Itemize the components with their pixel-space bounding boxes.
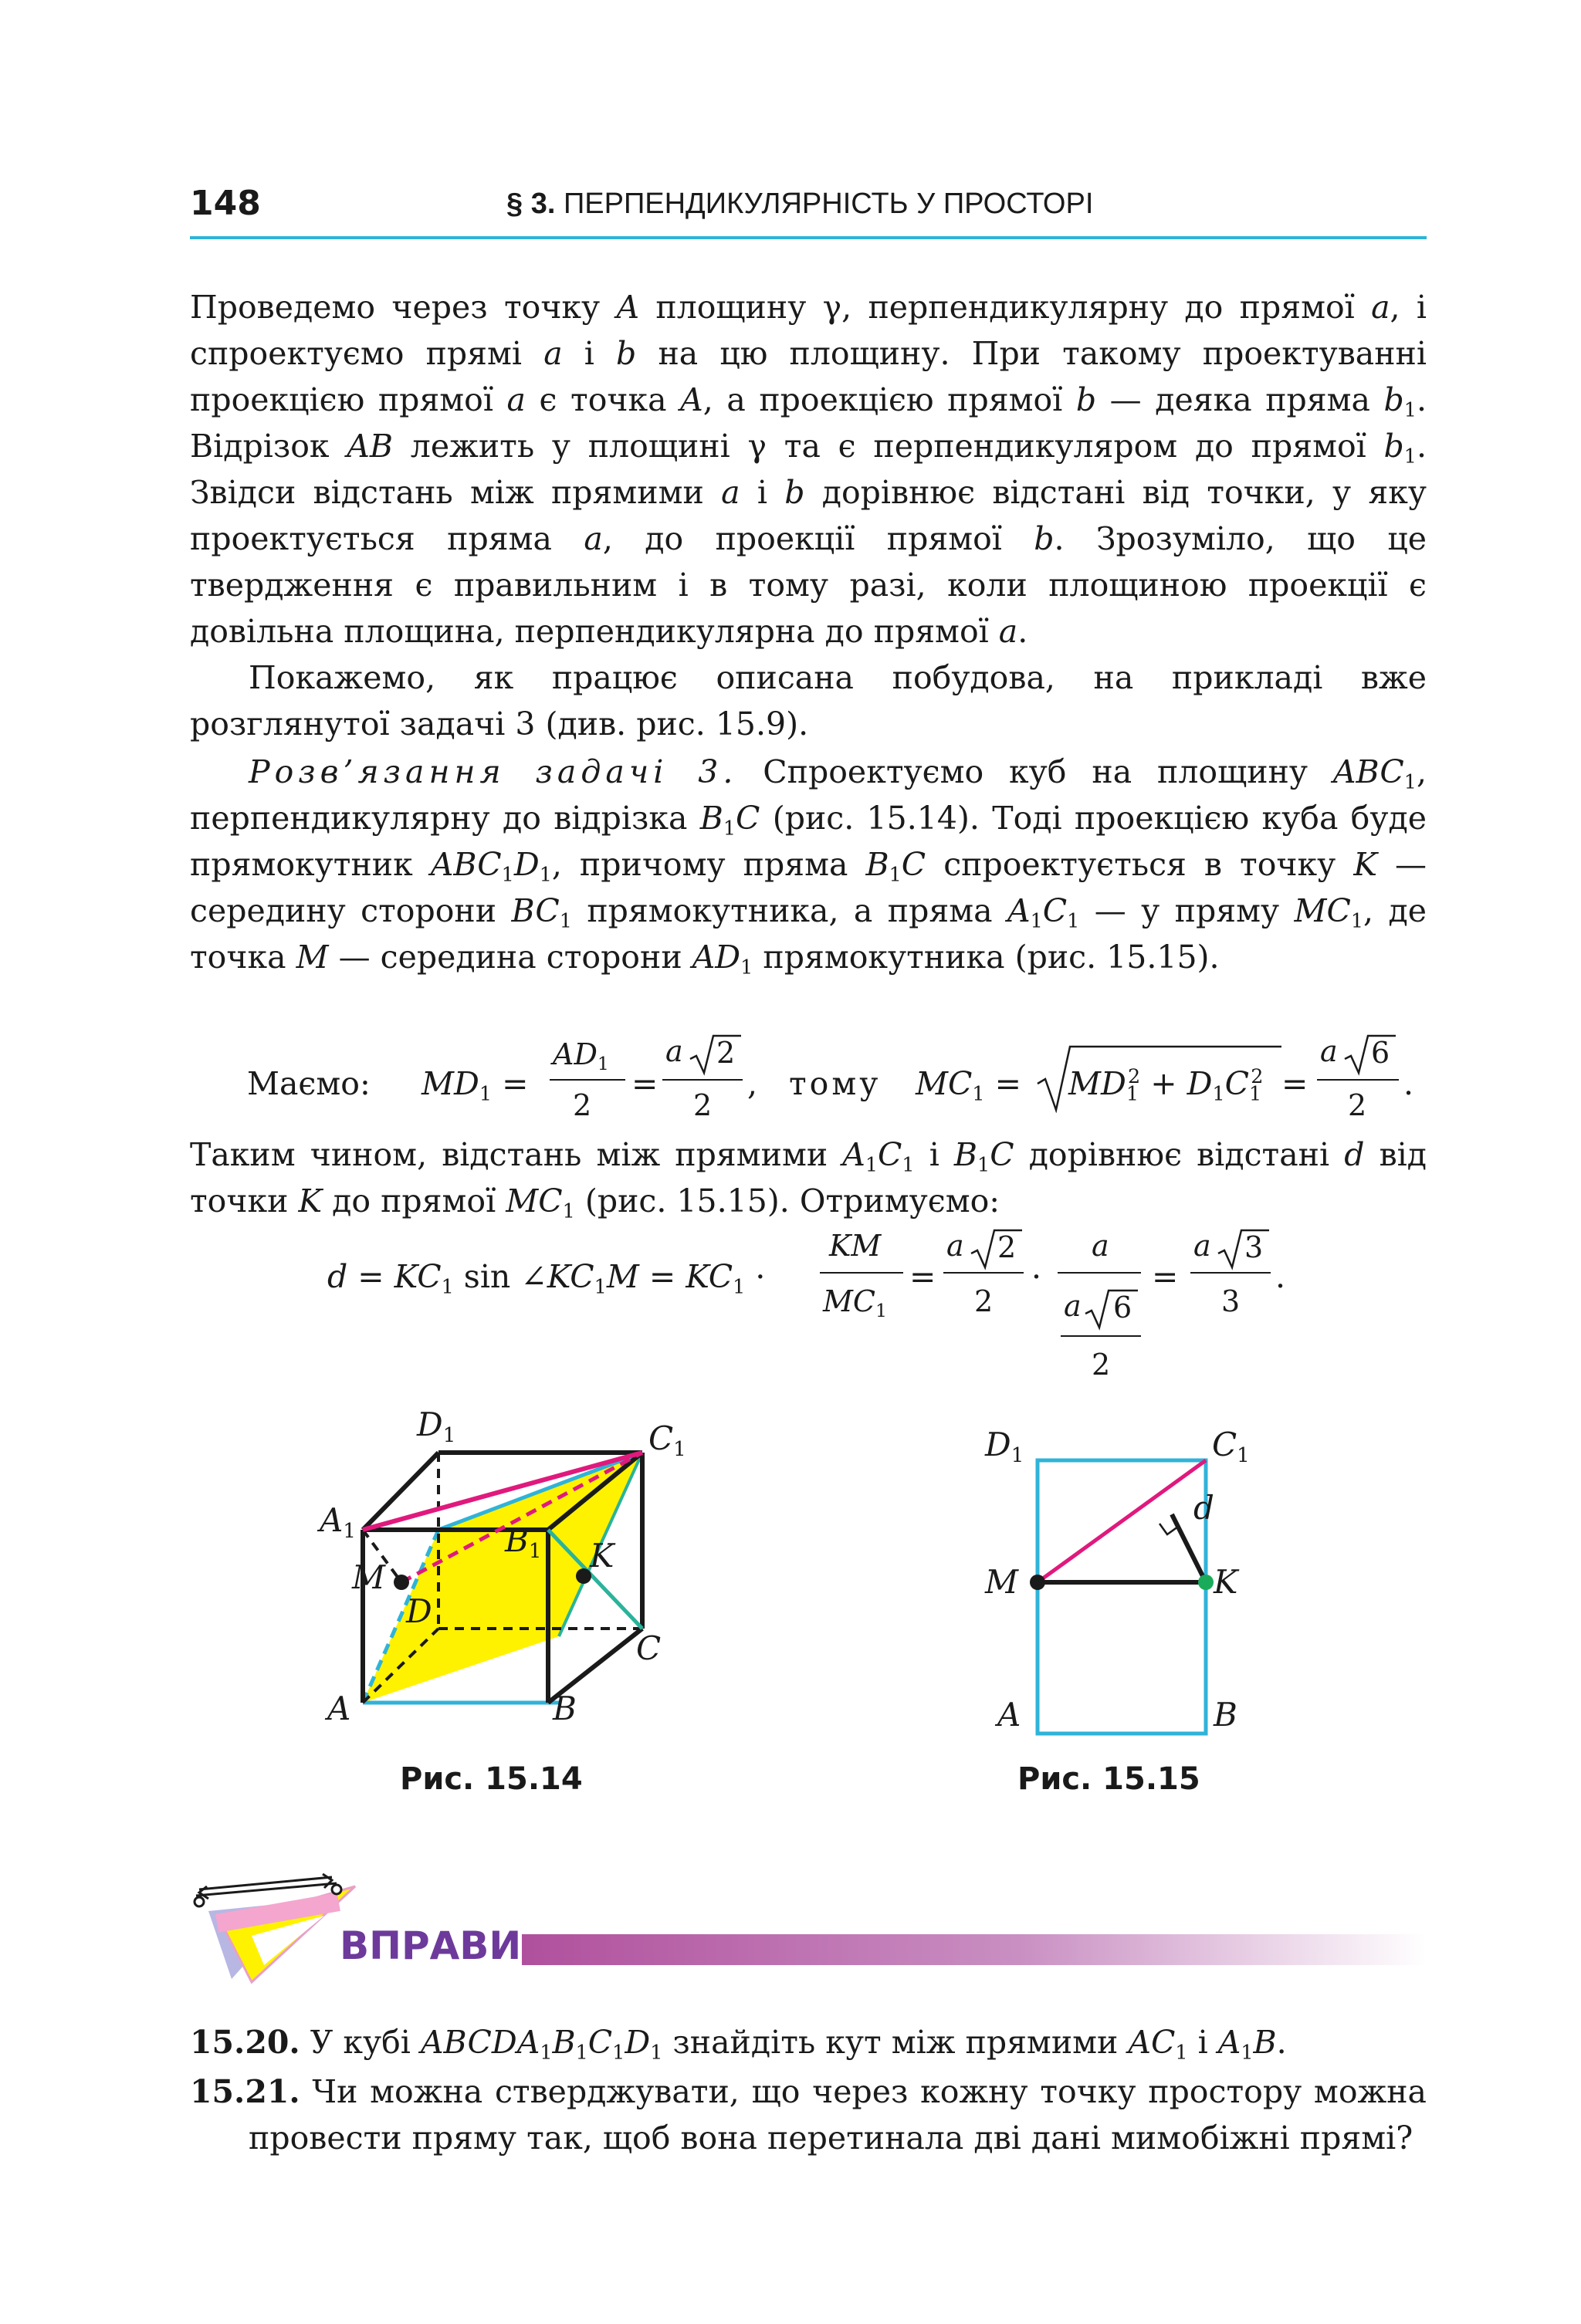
label-a1: A1 — [320, 1501, 356, 1543]
page-number: 148 — [190, 184, 261, 223]
exercise-15-21: 15.21. Чи можна стверджувати, що через кожну точку простору можна провести пряму так, щоб вона перетинала дві дані мимобіжні прямі? — [190, 2073, 1427, 2157]
figure-15-14-caption: Рис. 15.14 — [400, 1761, 583, 1797]
header-rule — [190, 236, 1427, 239]
label-k: K — [590, 1537, 614, 1575]
exercise-15-20: 15.20. У кубі $ABCDA_1B_1C_1D_1$ знайдіть кут між прямими $AC_1$ і $A_1B$. — [190, 2024, 1287, 2064]
label-d: D — [406, 1592, 432, 1630]
label-m: M — [985, 1563, 1019, 1601]
label-c1: C1 — [1212, 1426, 1250, 1467]
label-k: K — [1214, 1563, 1238, 1601]
label-d: d — [1193, 1489, 1214, 1527]
label-b1: B1 — [505, 1521, 542, 1563]
paragraph-1: Проведемо через точку A площину γ, перпендикулярну до прямої a, і спроектуємо прямі a і b на цю площину. При такому проектуванні проекцією прямої a є точка A, а проекцією прямої b — деяка пряма $b_1$. Відрізок AB лежить у площині γ та є перпендикуляром до прямої $b_1$. Звідси відстань між прямими a і b дорівнює відстані від точки, у яку проектується пряма a, до проекції прямої b. Зрозуміло, що це твердження є правильним і в тому разі, коли площиною проекції є довільна площина, перпендикулярна до прямої a. Покажемо, як працює описана побудова, на прикладі вже розглянутої задачі 3 (див. рис. 15.9). — [190, 289, 1427, 743]
section-mark: § 3. — [506, 188, 556, 220]
section-title — [506, 188, 1093, 221]
paragraph-3: Таким чином, відстань між прямими $A_1C_1$ і $B_1C$ дорівнює відстані d від точки K до прямої $MC_1$ (рис. 15.15). Отримуємо: — [190, 1136, 1427, 1223]
point-k — [576, 1568, 591, 1584]
exercises-band — [522, 1934, 1427, 1965]
point-k — [1198, 1575, 1214, 1590]
figure-15-14-cube — [309, 1405, 741, 1744]
label-c1: C1 — [648, 1419, 686, 1461]
paragraph-2: Розв’язання задачі 3. Спроектуємо куб на площину $ABC_1$, перпендикулярну до відрізка $B_1C$ (рис. 15.14). Тоді проекцією куба буде прямокутник $ABC_1D_1$, причому пряма $B_1C$ спроектується в точку K — середину сторони $BC_1$ прямокутника, а пряма $A_1C_1$ — у пряму $MC_1$, де точка M — середина сторони $AD_1$ прямокутника (рис. 15.15). — [190, 753, 1427, 979]
point-m — [1030, 1575, 1045, 1590]
label-m: M — [352, 1558, 386, 1596]
label-a: A — [997, 1696, 1021, 1734]
label-c: C — [636, 1629, 662, 1667]
exercises-heading: ВПРАВИ — [340, 1923, 522, 1968]
page-header — [190, 184, 1427, 238]
section-title-text: ПЕРПЕНДИКУЛЯРНІСТЬ У ПРОСТОРІ — [563, 188, 1094, 220]
textbook-page: 148 § 3. ПЕРПЕНДИКУЛЯРНІСТЬ У ПРОСТОРІ Проведемо через точку A площину γ, перпендикулярну до прямої a, і спроектуємо прямі a і b на цю площину. При такому проектуванні проекцією прямої a є точка A, а проекцією прямої b — деяка пряма $b_1$. Відрізок AB лежить у площині γ та є перпендикуляром до прямої $b_1$. Звідси відстань між прямими a і b дорівнює відстані від точки, у яку проектується пряма a, до проекції прямої b. Зрозуміло, що це твердження є правильним і в тому разі, коли площиною проекції є довільна площина, перпендикулярна до прямої a. Покажемо, як працює описана побудова, на прикладі вже розглянутої задачі 3 (див. рис. 15.9). Розв’язання задачі 3. Спроектуємо куб на площину $ABC_1$, перпендикулярну до відрізка $B_1C$ (рис. 15.14). Тоді проекцією куба буде прямокутник $ABC_1D_1$, причому пряма $B_1C$ спроектується в точку K — середину сторони $BC_1$ прямокутника, а пряма $A_1C_1$ — у пряму $MC_1$, де точка M — середина сторони $AD_1$ прямокутника (рис. 15.15). Маємо: $MD_1$ = $AD_1$ 2 = a 2 2 , тому $MC_1$ = $MD_1^2 + D_1C_1^2$ = a 6 2 . Таким чином, відстань між прямими $A_1C_1$ і $B_1C$ дорівнює відстані d від точки K до прямої $MC_1$ (рис. 15.15). Отримуємо: $d = KC_1$ $\sin \angle KC_1M = KC_1$ · KM $MC_1$ = a 2 2 · a a 6 2 = a 3 3 . D1 C1 A1 B1 M K D C A B Рис. 15.14 D1 C1 d M K A B Рис. 15.15 ВПРАВИ 15.20. У кубі $ABCDA_1B_1C_1D_1$ знайдіть кут між прямими $AC_1$ і $A_1B$. 15.21. Чи можна стверджувати, що через кожну точку простору можна провести пряму так, щоб вона перетинала дві дані мимобіжні прямі? — [0, 0, 1581, 2324]
figure-15-15-rectangle — [980, 1420, 1274, 1737]
rectangle-abc1d1 — [1038, 1460, 1206, 1734]
label-a: A — [327, 1690, 351, 1727]
set-square-ruler-icon — [185, 1855, 363, 1987]
label-d1: D1 — [985, 1426, 1024, 1467]
point-m — [394, 1575, 409, 1590]
label-b: B — [553, 1690, 577, 1727]
figure-15-15-caption: Рис. 15.15 — [1017, 1761, 1200, 1797]
label-b: B — [1214, 1696, 1237, 1734]
label-d1: D1 — [417, 1406, 456, 1447]
